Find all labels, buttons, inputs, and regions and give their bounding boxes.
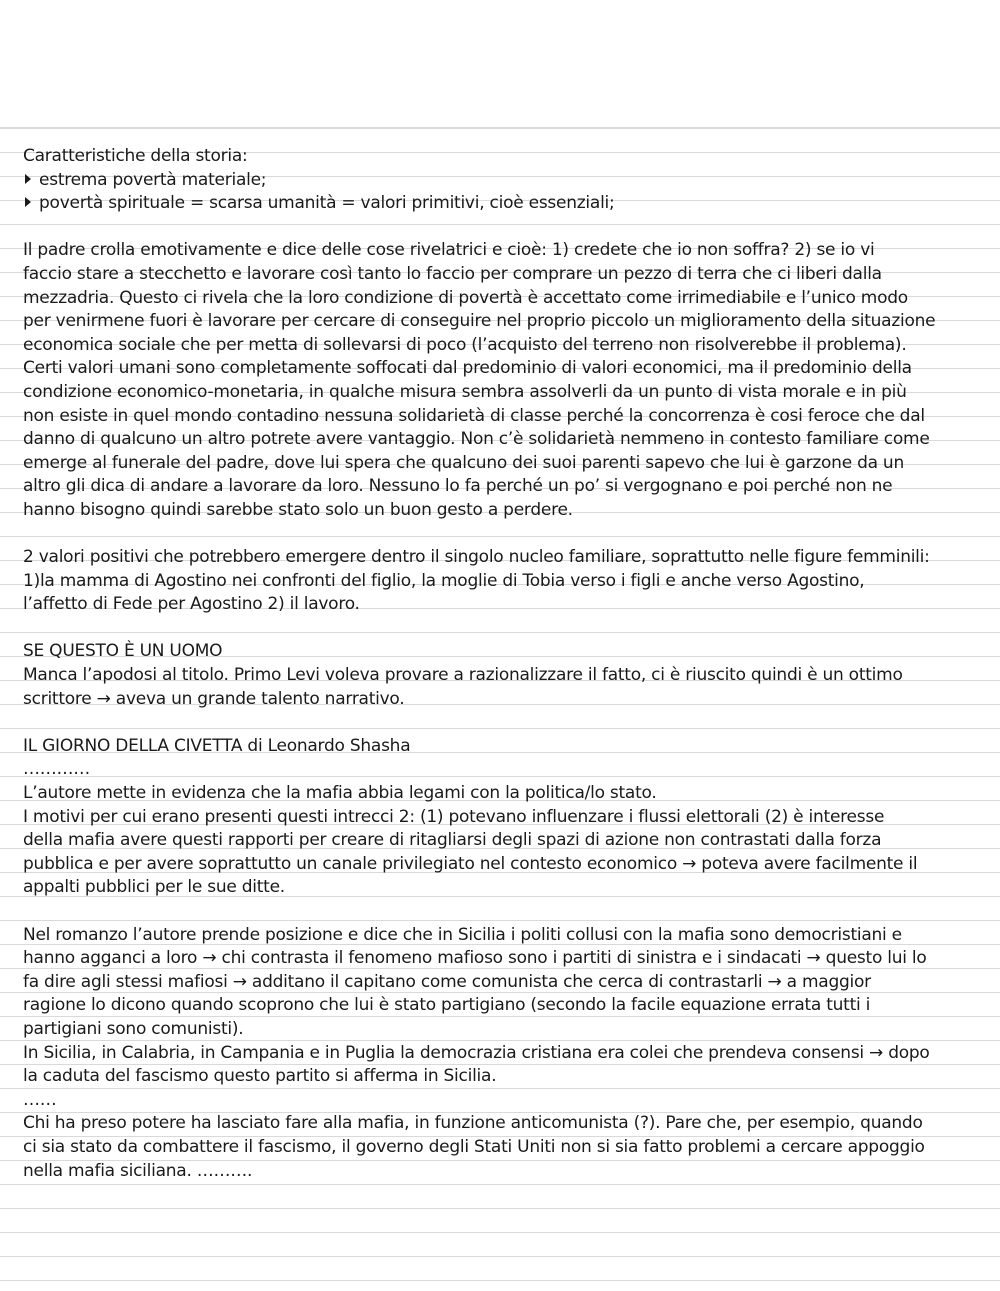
- paragraph-line: Chi ha preso potere ha lasciato fare alla mafia, in funzione anticomunista (?). Pare che, per esempio, quando: [23, 1113, 923, 1134]
- section-title-se-questo-e-un-uomo: SE QUESTO È UN UOMO: [23, 641, 223, 662]
- bullet-item: [23, 169, 978, 193]
- paragraph-line: Certi valori umani sono completamente soffocati dal predominio di valori economici, ma il predominio della: [23, 358, 912, 379]
- section-title-caratteristiche: Caratteristiche della storia:: [23, 146, 248, 166]
- paragraph-line: non esiste in quel mondo contadino nessuna solidarietà di classe perché la concorrenza è cosi feroce che dal: [23, 405, 925, 426]
- section-title-il-giorno-della-civetta: IL GIORNO DELLA CIVETTA di Leonardo Shasha: [23, 735, 411, 756]
- paragraph-line: economica sociale che per metta di sollevarsi di poco (l’acquisto del terreno non risolverebbe il problema).: [23, 334, 907, 355]
- blank-line: [23, 523, 978, 547]
- paragraph-line: mezzadria. Questo ci rivela che la loro condizione di povertà è accettato come irrimediabile e l’unico modo: [23, 287, 908, 308]
- paragraph-line: In Sicilia, in Calabria, in Campania e in Puglia la democrazia cristiana era colei che prendeva consensi → dopo: [23, 1042, 930, 1063]
- ellipsis-line: …………: [23, 759, 90, 780]
- paragraph-line: nella mafia siciliana. ……….: [23, 1160, 253, 1181]
- paragraph-line: hanno agganci a loro → chi contrasta il fenomeno mafioso sono i partiti di sinistra e i sindacati → questo lui lo: [23, 948, 927, 969]
- paragraph-line: condizione economico-monetaria, in qualche misura sembra assolverli da un punto di vista morale e in più: [23, 381, 907, 402]
- paragraph-line: scrittore → aveva un grande talento narrativo.: [23, 688, 405, 709]
- triangle-bullet-icon: [25, 174, 31, 184]
- bullet-item: [23, 192, 978, 216]
- blank-line: [23, 900, 978, 924]
- paragraph-line: faccio stare a stecchetto e lavorare così tanto lo faccio per comprare un pezzo di terra che ci liberi dalla: [23, 263, 882, 284]
- blank-line: [23, 617, 978, 641]
- paragraph-line: danno di qualcuno un altro potrete avere vantaggio. Non c’è solidarietà nemmeno in contesto familiare come: [23, 429, 930, 450]
- paragraph-line: L’autore mette in evidenza che la mafia abbia legami con la politica/lo stato.: [23, 783, 657, 804]
- paragraph-line: appalti pubblici per le sue ditte.: [23, 877, 285, 898]
- paragraph-line: hanno bisogno quindi sarebbe stato solo un buon gesto a perdere.: [23, 499, 573, 520]
- paragraph-line: altro gli dica di andare a lavorare da loro. Nessuno lo fa perché un po’ si vergognano e poi perché non ne: [23, 476, 893, 497]
- paragraph-line: 2 valori positivi che potrebbero emergere dentro il singolo nucleo familiare, soprattutto nelle figure femminili:: [23, 547, 930, 568]
- paragraph-line: partigiani sono comunisti).: [23, 1018, 244, 1039]
- paragraph-line: ragione lo dicono quando scoprono che lui è stato partigiano (secondo la facile equazione errata tutti i: [23, 995, 871, 1016]
- ellipsis-line: ……: [23, 1089, 57, 1110]
- paragraph-line: l’affetto di Fede per Agostino 2) il lavoro.: [23, 594, 360, 615]
- paragraph-line: pubblica e per avere soprattutto un canale privilegiato nel contesto economico → poteva avere facilmente il: [23, 853, 918, 874]
- paragraph-line: Nel romanzo l’autore prende posizione e dice che in Sicilia i politi collusi con la mafia sono democristiani e: [23, 924, 902, 945]
- paragraph-line: della mafia avere questi rapporti per creare di ritagliarsi degli spazi di azione non contrastati dalla forza: [23, 830, 882, 851]
- paragraph-line: Il padre crolla emotivamente e dice delle cose rivelatrici e cioè: 1) credete che io non soffra? 2) se io vi: [23, 240, 875, 261]
- bullet-text: estrema povertà materiale;: [39, 169, 267, 190]
- paragraph-line: I motivi per cui erano presenti questi intrecci 2: (1) potevano influenzare i flussi elettorali (2) è interesse: [23, 806, 885, 827]
- paragraph-line: per venirmene fuori è lavorare per cercare di conseguire nel proprio piccolo un miglioramento della situazione: [23, 311, 936, 332]
- blank-line: [23, 216, 978, 240]
- blank-line: [23, 711, 978, 735]
- triangle-bullet-icon: [25, 197, 31, 207]
- bullet-text: povertà spirituale = scarsa umanità = valori primitivi, cioè essenziali;: [39, 193, 615, 214]
- paragraph-line: ci sia stato da combattere il fascismo, il governo degli Stati Uniti non si sia fatto problemi a cercare appoggio: [23, 1136, 925, 1157]
- paragraph-line: la caduta del fascismo questo partito si afferma in Sicilia.: [23, 1066, 497, 1087]
- paragraph-line: fa dire agli stessi mafiosi → additano il capitano come comunista che cerca di contrastarli → a maggior: [23, 971, 871, 992]
- paragraph-line: Manca l’apodosi al titolo. Primo Levi voleva provare a razionalizzare il fatto, ci è riuscito quindi è un ottimo: [23, 665, 903, 686]
- notes-content: [23, 145, 978, 1183]
- paragraph-line: emerge al funerale del padre, dove lui spera che qualcuno dei suoi parenti sapevo che lui è garzone da un: [23, 452, 904, 473]
- paragraph-line: 1)la mamma di Agostino nei confronti del figlio, la moglie di Tobia verso i figli e anche verso Agostino,: [23, 570, 865, 591]
